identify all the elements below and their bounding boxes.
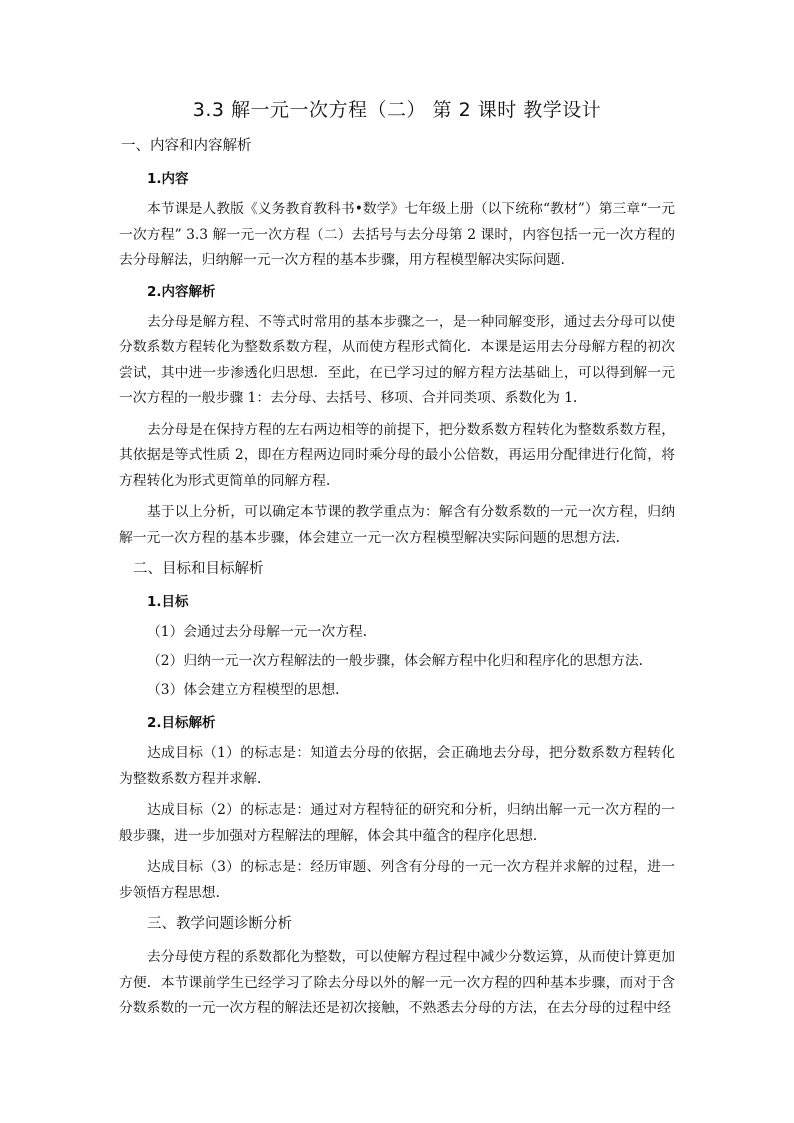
section-1-paragraph-2: 去分母是解方程、不等式时常用的基本步骤之一，是一种同解变形，通过去分母可以使分数系数方程转化为整数系数方程，从而使方程形式简化．本课是运用去分母解方程的初次尝试，其中进一步渗透化归思想．至此，在已学习过的解方程方法基础上，可以得到解一元一次方程的一般步骤 1：去分母、去括号、移项、合并同类项、系数化为 1． bbox=[119, 313, 675, 406]
section-1-paragraph-3: 去分母是在保持方程的左右两边相等的前提下，把分数系数方程转化为整数系数方程，其依据是等式性质 2，即在方程两边同时乘分母的最小公倍数，再运用分配律进行化简，将方程转化为形式更简单的同解方程． bbox=[119, 421, 675, 489]
section-3-heading: 三、教学问题诊断分析 bbox=[147, 916, 292, 932]
section-2-paragraph-1: 达成目标（1）的标志是：知道去分母的依据，会正确地去分母，把分数系数方程转化为整数系数方程并求解． bbox=[119, 745, 675, 787]
goal-item-2: （2）归纳一元一次方程解法的一般步骤，体会解方程中化归和程序化的思想方法． bbox=[147, 653, 653, 669]
section-1-paragraph-1: 本节课是人教版《义务教育教科书•数学》七年级上册（以下统称“教材”）第三章“一元一次方程” 3.3 解一元一次方程（二）去括号与去分母第 2 课时，内容包括一元一次方程的去分母解法，归纳解一元一次方程的基本步骤，用方程模型解决实际问题. bbox=[119, 201, 675, 268]
section-2-paragraph-2: 达成目标（2）的标志是：通过对方程特征的研究和分析，归纳出解一元一次方程的一般步骤，进一步加强对方程解法的理解，体会其中蕴含的程序化思想． bbox=[119, 802, 675, 844]
section-1-paragraph-4: 基于以上分析，可以确定本节课的教学重点为：解含有分数系数的一元一次方程，归纳解一元一次方程的基本步骤，体会建立一元一次方程模型解决实际问题的思想方法． bbox=[119, 504, 675, 546]
section-1-heading: 一、内容和内容解析 bbox=[121, 138, 252, 154]
section-1-sub-2: 2.内容解析 bbox=[147, 283, 216, 300]
section-3-paragraph-1: 去分母使方程的系数都化为整数，可以使解方程过程中减少分数运算，从而使计算更加方便．本节课前学生已经学习了除去分母以外的解一元一次方程的四种基本步骤，而对于含分数系数的一元一次方程的解法还是初次接触，不熟悉去分母的方法，在去分母的过程中经 bbox=[119, 949, 675, 1016]
section-2-paragraph-3: 达成目标（3）的标志是：经历审题、列含有分母的一元一次方程并求解的过程，进一步领悟方程思想． bbox=[119, 859, 675, 901]
section-2-heading: 二、目标和目标解析 bbox=[133, 561, 264, 577]
page-title: 3.3 解一元一次方程（二） 第 2 课时 教学设计 bbox=[192, 99, 602, 121]
section-2-sub-2: 2.目标解析 bbox=[147, 715, 216, 731]
document-body bbox=[119, 95, 675, 1028]
goal-item-1: （1）会通过去分母解一元一次方程． bbox=[147, 624, 377, 640]
goal-item-3: （3）体会建立方程模型的思想． bbox=[147, 682, 349, 698]
section-2-sub-1: 1.目标 bbox=[147, 594, 189, 610]
section-1-sub-1: 1.内容 bbox=[147, 171, 189, 187]
